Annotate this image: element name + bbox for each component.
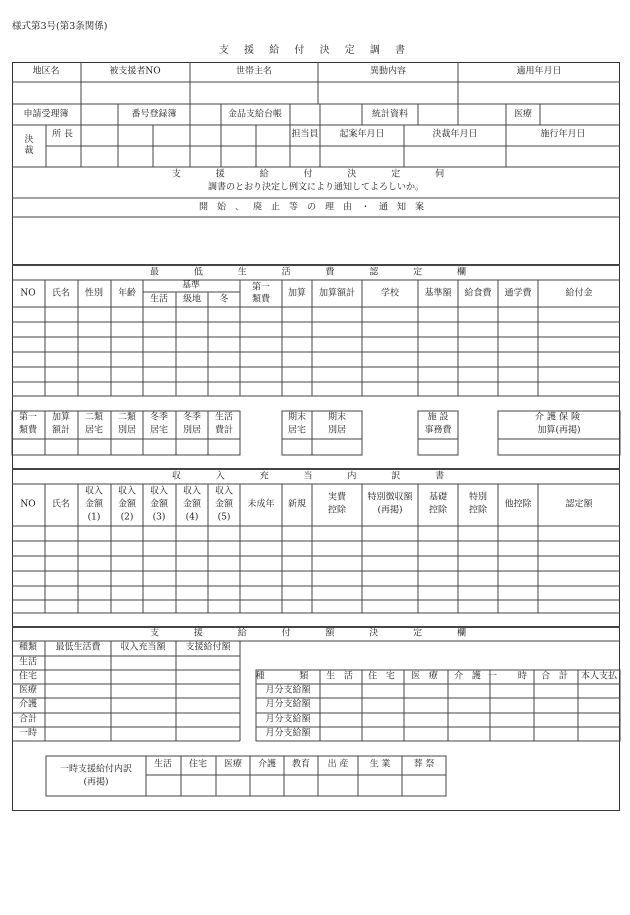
summary-f1: 冬季 — [182, 412, 202, 423]
decision-label: 決裁 — [24, 135, 34, 156]
inc-col-approved: 認定額 — [565, 499, 593, 510]
summary-i1: 期末 — [327, 412, 347, 423]
benefit-row-label: 一時 — [18, 728, 38, 739]
inc-special-a: 特別徴収額 — [367, 492, 413, 503]
summary-b2: 額計 — [51, 425, 71, 436]
income-title: 収 入 充 当 内 訳 書 — [171, 471, 461, 482]
inc-special-b: (再掲) — [377, 505, 403, 516]
inc5-c: (5) — [217, 512, 231, 523]
benefit-col-income: 収入充当額 — [120, 642, 166, 653]
summary-d1: 二類 — [117, 412, 137, 423]
temp-breakdown-sublabel: (再掲) — [83, 777, 109, 788]
benefit-row-label: 住宅 — [18, 671, 38, 682]
inc-col-no: NO — [20, 499, 36, 510]
document-title: 支 援 給 付 決 定 調 書 — [218, 45, 412, 56]
temp-item: 生 業 — [369, 759, 391, 770]
inc2-c: (2) — [120, 512, 134, 523]
inc2-b: 金額 — [117, 499, 137, 510]
summary-e2: 居宅 — [149, 425, 169, 436]
inc-col-new: 新規 — [287, 499, 307, 510]
inc-sp-b: 控除 — [468, 505, 488, 516]
temp-item: 住宅 — [188, 759, 208, 770]
inc3-c: (3) — [152, 512, 166, 523]
benefit-row-label: 医療 — [18, 685, 38, 696]
inc-actual-a: 実費 — [327, 492, 347, 503]
col-sex: 性別 — [84, 288, 104, 299]
col-standard: 基準 — [181, 280, 201, 291]
inc-basic-a: 基礎 — [428, 492, 448, 503]
statistics-label: 統計資料 — [371, 109, 409, 120]
col-benefit: 給付金 — [565, 288, 593, 299]
summary-k1: 介護保険 — [534, 412, 584, 423]
benefit-row-label: 合計 — [18, 714, 38, 725]
officer-label: 担当員 — [291, 129, 319, 140]
summary-j1: 施 設 — [427, 412, 449, 423]
inc2-a: 収入 — [117, 486, 137, 497]
temp-item: 医療 — [223, 759, 243, 770]
benefit-row-label: 生活 — [18, 657, 38, 668]
inquiry-title: 支 援 給 付 決 定 伺 — [171, 169, 461, 180]
col-meal: 給食費 — [464, 288, 492, 299]
inc4-a: 収入 — [182, 486, 202, 497]
temp-item: 出 産 — [327, 759, 349, 770]
right-col-medical: 医 療 — [411, 671, 441, 682]
summary-g1: 生活 — [214, 412, 234, 423]
inc5-a: 収入 — [214, 486, 234, 497]
col-grade: 級地 — [182, 294, 202, 305]
payment-ledger-label: 金品支給台帳 — [227, 109, 283, 120]
effective-date-header: 適用年月日 — [516, 66, 562, 77]
inc1-a: 収入 — [84, 486, 104, 497]
summary-h2: 居宅 — [287, 425, 307, 436]
monthly-label: 月分支給額 — [265, 699, 311, 710]
col-school: 学校 — [380, 288, 400, 299]
summary-g2: 費計 — [214, 425, 234, 436]
min-living-title: 最 低 生 活 費 認 定 欄 — [149, 267, 483, 278]
col-type1-bottom: 類費 — [251, 294, 271, 305]
inc5-b: 金額 — [214, 499, 234, 510]
summary-k2: 加算(再掲) — [537, 425, 581, 436]
summary-e1: 冬季 — [149, 412, 169, 423]
reason-title: 開始、廃止等の理由・通知案 — [198, 202, 434, 213]
temp-item: 介護 — [257, 759, 277, 770]
summary-c2: 居宅 — [84, 425, 104, 436]
col-addition: 加算 — [287, 288, 307, 299]
approval-date-label: 決裁年月日 — [432, 129, 478, 140]
summary-f2: 別居 — [182, 425, 202, 436]
monthly-label: 月分支給額 — [265, 714, 311, 725]
summary-b1: 加算 — [51, 412, 71, 423]
right-col-temp: 一 時 — [488, 671, 536, 682]
right-col-living: 生 活 — [326, 671, 356, 682]
temp-item: 教育 — [291, 759, 311, 770]
temp-item: 生活 — [153, 759, 173, 770]
temp-breakdown-label: 一時支援給付内訳 — [59, 764, 133, 775]
change-header: 異動内容 — [369, 66, 407, 77]
col-living: 生活 — [149, 294, 169, 305]
benefit-col-kind: 種類 — [18, 642, 38, 653]
col-winter: 冬 — [219, 294, 229, 305]
benefit-row-label: 介護 — [18, 699, 38, 710]
inc-col-name: 氏名 — [51, 499, 71, 510]
summary-h1: 期末 — [287, 412, 307, 423]
benefit-col-benefit: 支援給付額 — [185, 642, 231, 653]
col-commute: 通学費 — [504, 288, 532, 299]
col-addition-total: 加算額計 — [318, 288, 356, 299]
form-code: 様式第3号(第3条関係) — [12, 21, 108, 32]
inc-actual-b: 控除 — [327, 505, 347, 516]
inc3-a: 収入 — [149, 486, 169, 497]
summary-a1: 第一 — [18, 412, 38, 423]
medical-label: 医療 — [513, 109, 533, 120]
inc-col-minor: 未成年 — [247, 499, 275, 510]
right-col-housing: 住 宅 — [368, 671, 398, 682]
right-col-kind: 種 類 — [255, 671, 325, 682]
registry-label: 番号登録簿 — [131, 109, 177, 120]
director-label: 所長 — [51, 129, 77, 140]
inquiry-text: 調書のとおり決定し例文により通知してよろしいか。 — [207, 182, 425, 193]
enforce-date-label: 施行年月日 — [540, 129, 586, 140]
right-col-self: 本人支払 — [580, 671, 618, 682]
inc-sp-a: 特別 — [468, 492, 488, 503]
right-col-care: 介 護 — [454, 671, 484, 682]
inc4-c: (4) — [185, 512, 199, 523]
inc1-b: 金額 — [84, 499, 104, 510]
summary-i2: 別居 — [327, 425, 347, 436]
area-header: 地区名 — [32, 66, 60, 77]
summary-j2: 事務費 — [424, 425, 452, 436]
inc1-c: (1) — [87, 512, 101, 523]
householder-header: 世帯主名 — [235, 66, 273, 77]
inc3-b: 金額 — [149, 499, 169, 510]
application-ledger-label: 申請受理簿 — [23, 109, 69, 120]
benefit-title: 支 援 給 付 額 決 定 欄 — [149, 628, 483, 639]
col-no: NO — [20, 288, 36, 299]
monthly-label: 月分支給額 — [265, 685, 311, 696]
inc4-b: 金額 — [182, 499, 202, 510]
summary-a2: 類費 — [18, 425, 38, 436]
benefit-col-min: 最低生活費 — [55, 642, 101, 653]
temp-item: 葬 祭 — [413, 759, 435, 770]
draft-date-label: 起案年月日 — [339, 129, 385, 140]
col-age: 年齢 — [117, 288, 137, 299]
col-base-amount: 基準額 — [424, 288, 452, 299]
monthly-label: 月分支給額 — [265, 728, 311, 739]
summary-d2: 別居 — [117, 425, 137, 436]
inc-col-other: 他控除 — [504, 499, 532, 510]
col-name: 氏名 — [51, 288, 71, 299]
recipient-no-header: 被支援者NO — [109, 66, 161, 77]
inc-basic-b: 控除 — [428, 505, 448, 516]
col-type1-top: 第一 — [251, 282, 271, 293]
summary-c1: 二類 — [84, 412, 104, 423]
right-col-total: 合 計 — [541, 671, 571, 682]
